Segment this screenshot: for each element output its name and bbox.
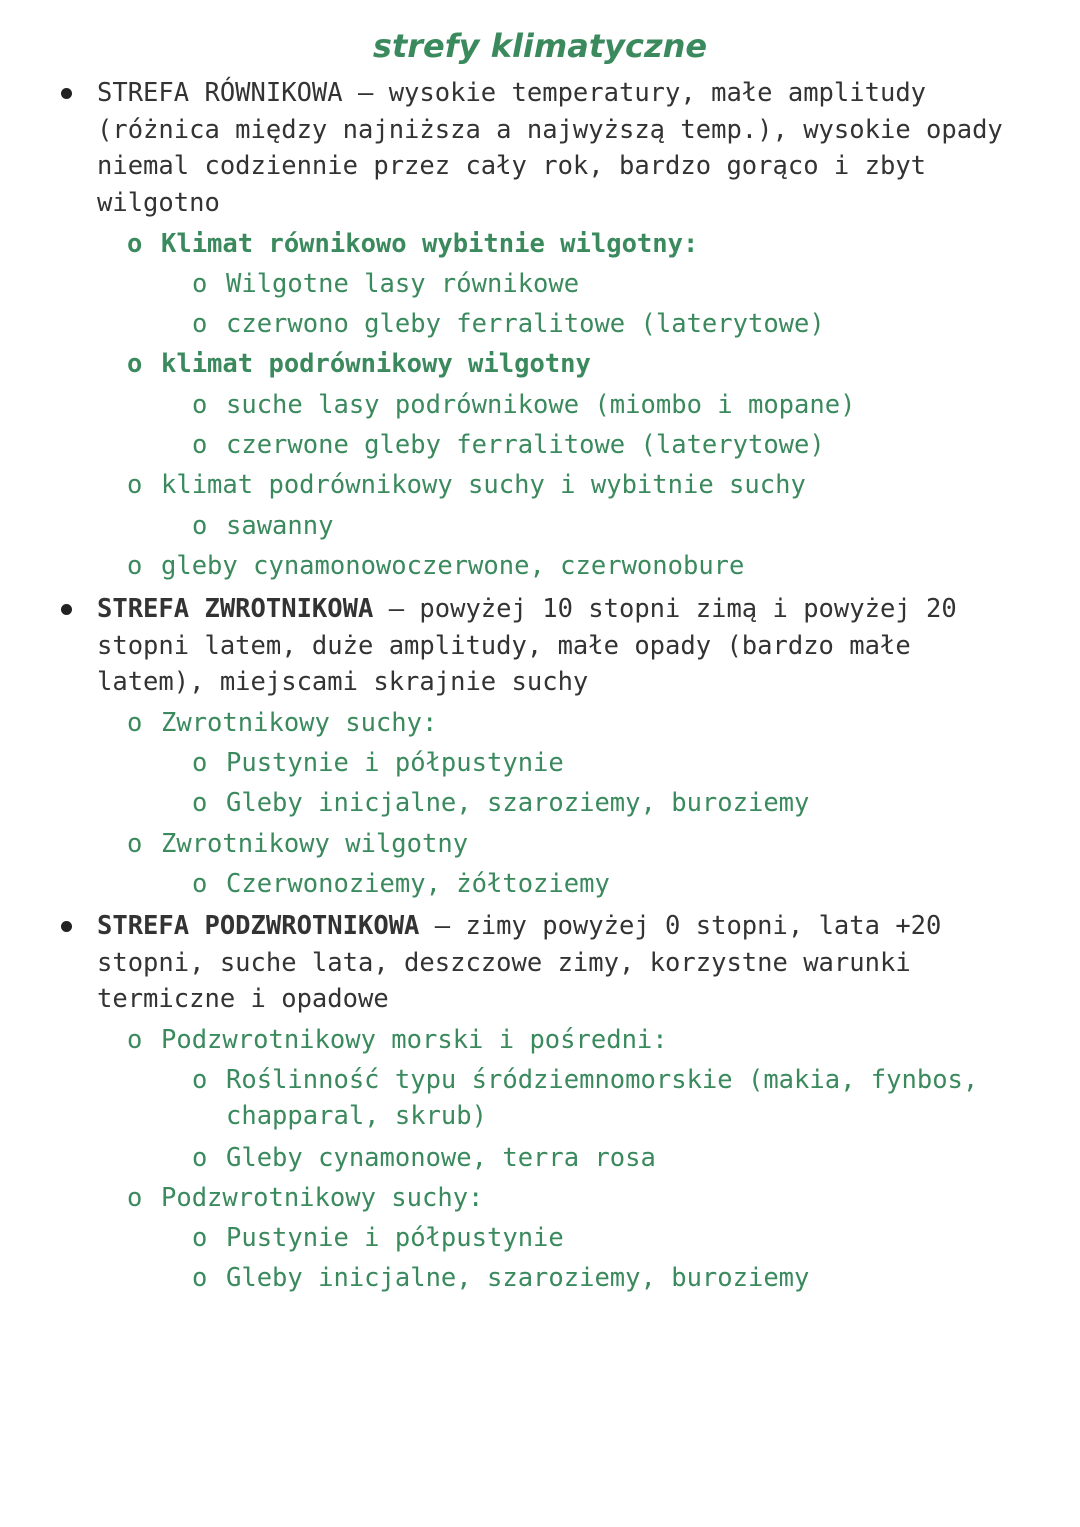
list-item: [192, 266, 580, 302]
list-item-label: czerwone gleby ferralitowe (laterytowe): [226, 430, 825, 460]
page-title: strefy klimatyczne: [372, 27, 708, 65]
list-item: [127, 705, 438, 741]
list-item-label: Zwrotnikowy wilgotny: [161, 829, 469, 859]
circle-bullet-icon: o: [127, 1183, 143, 1213]
list-item: [192, 866, 610, 902]
zone-zwrotnikowa: [97, 591, 1017, 701]
list-item: [192, 745, 564, 781]
list-item: [127, 226, 699, 262]
list-item-label: Pustynie i półpustynie: [226, 1223, 564, 1253]
zone-name: STREFA RÓWNIKOWA: [97, 78, 343, 108]
list-item-label: Gleby cynamonowe, terra rosa: [226, 1143, 656, 1173]
zone-rownikowa: [97, 75, 1017, 221]
list-item-label: klimat podrównikowy suchy i wybitnie suchy: [161, 470, 806, 500]
circle-bullet-icon: o: [192, 309, 208, 339]
zone-description: – zimy powyżej 0 stopni, lata +20 stopni, suche lata, deszczowe zimy, korzystne warunki termiczne i opadowe: [97, 911, 942, 1014]
list-item-label: sawanny: [226, 511, 334, 541]
list-item: [127, 467, 806, 503]
list-item-label: Klimat równikowo wybitnie wilgotny:: [161, 229, 699, 259]
list-item: [192, 387, 856, 423]
circle-bullet-icon: o: [127, 829, 143, 859]
circle-bullet-icon: o: [127, 470, 143, 500]
circle-bullet-icon: o: [127, 1025, 143, 1055]
list-item: [192, 427, 825, 463]
circle-bullet-icon: o: [192, 788, 208, 818]
circle-bullet-icon: o: [192, 269, 208, 299]
list-item: [192, 1260, 810, 1296]
circle-bullet-icon: o: [127, 708, 143, 738]
list-item-label: Podzwrotnikowy morski i pośredni:: [161, 1025, 668, 1055]
circle-bullet-icon: o: [127, 229, 143, 259]
list-item-label: Roślinność typu śródziemnomorskie (makia, fynbos, chapparal, skrub): [226, 1065, 979, 1131]
list-item: [192, 1140, 656, 1176]
list-item: [192, 508, 334, 544]
circle-bullet-icon: o: [192, 869, 208, 899]
list-item-label: Wilgotne lasy równikowe: [226, 269, 580, 299]
list-item-label: Czerwonoziemy, żółtoziemy: [226, 869, 610, 899]
circle-bullet-icon: o: [192, 1143, 208, 1173]
list-item-label: Gleby inicjalne, szaroziemy, buroziemy: [226, 788, 810, 818]
circle-bullet-icon: o: [192, 390, 208, 420]
zone-description: – wysokie temperatury, małe amplitudy (różnica między najniższa a najwyższą temp.), wysokie opady niemal codziennie przez cały rok, bardzo gorąco i zbyt wilgotno: [97, 78, 1003, 218]
circle-bullet-icon: o: [192, 1223, 208, 1253]
circle-bullet-icon: o: [127, 349, 143, 379]
circle-bullet-icon: o: [192, 511, 208, 541]
list-item-label: suche lasy podrównikowe (miombo i mopane): [226, 390, 856, 420]
circle-bullet-icon: o: [192, 1065, 208, 1095]
list-item: [192, 1062, 1016, 1134]
zone-podzwrotnikowa: [97, 908, 1017, 1018]
zone-description: – powyżej 10 stopni zimą i powyżej 20 stopni latem, duże amplitudy, małe opady (bardzo małe latem), miejscami skrajnie suchy: [97, 594, 957, 697]
circle-bullet-icon: o: [127, 551, 143, 581]
list-item: [192, 1220, 564, 1256]
list-item: [127, 548, 745, 584]
list-item: [127, 1022, 668, 1058]
list-item: [127, 1180, 484, 1216]
circle-bullet-icon: o: [192, 748, 208, 778]
list-item-label: czerwono gleby ferralitowe (laterytowe): [226, 309, 825, 339]
zone-name: STREFA ZWROTNIKOWA: [97, 594, 374, 624]
list-item: [127, 826, 469, 862]
list-item-label: Zwrotnikowy suchy:: [161, 708, 438, 738]
list-item-label: gleby cynamonowoczerwone, czerwonobure: [161, 551, 745, 581]
bullet-icon: [61, 921, 72, 932]
circle-bullet-icon: o: [192, 430, 208, 460]
list-item-label: klimat podrównikowy wilgotny: [161, 349, 591, 379]
zone-name: STREFA PODZWROTNIKOWA: [97, 911, 420, 941]
bullet-icon: [61, 88, 72, 99]
list-item-label: Gleby inicjalne, szaroziemy, buroziemy: [226, 1263, 810, 1293]
list-item: [192, 306, 825, 342]
circle-bullet-icon: o: [192, 1263, 208, 1293]
bullet-icon: [61, 604, 72, 615]
list-item: [127, 346, 591, 382]
list-item-label: Pustynie i półpustynie: [226, 748, 564, 778]
list-item-label: Podzwrotnikowy suchy:: [161, 1183, 484, 1213]
list-item: [192, 785, 810, 821]
